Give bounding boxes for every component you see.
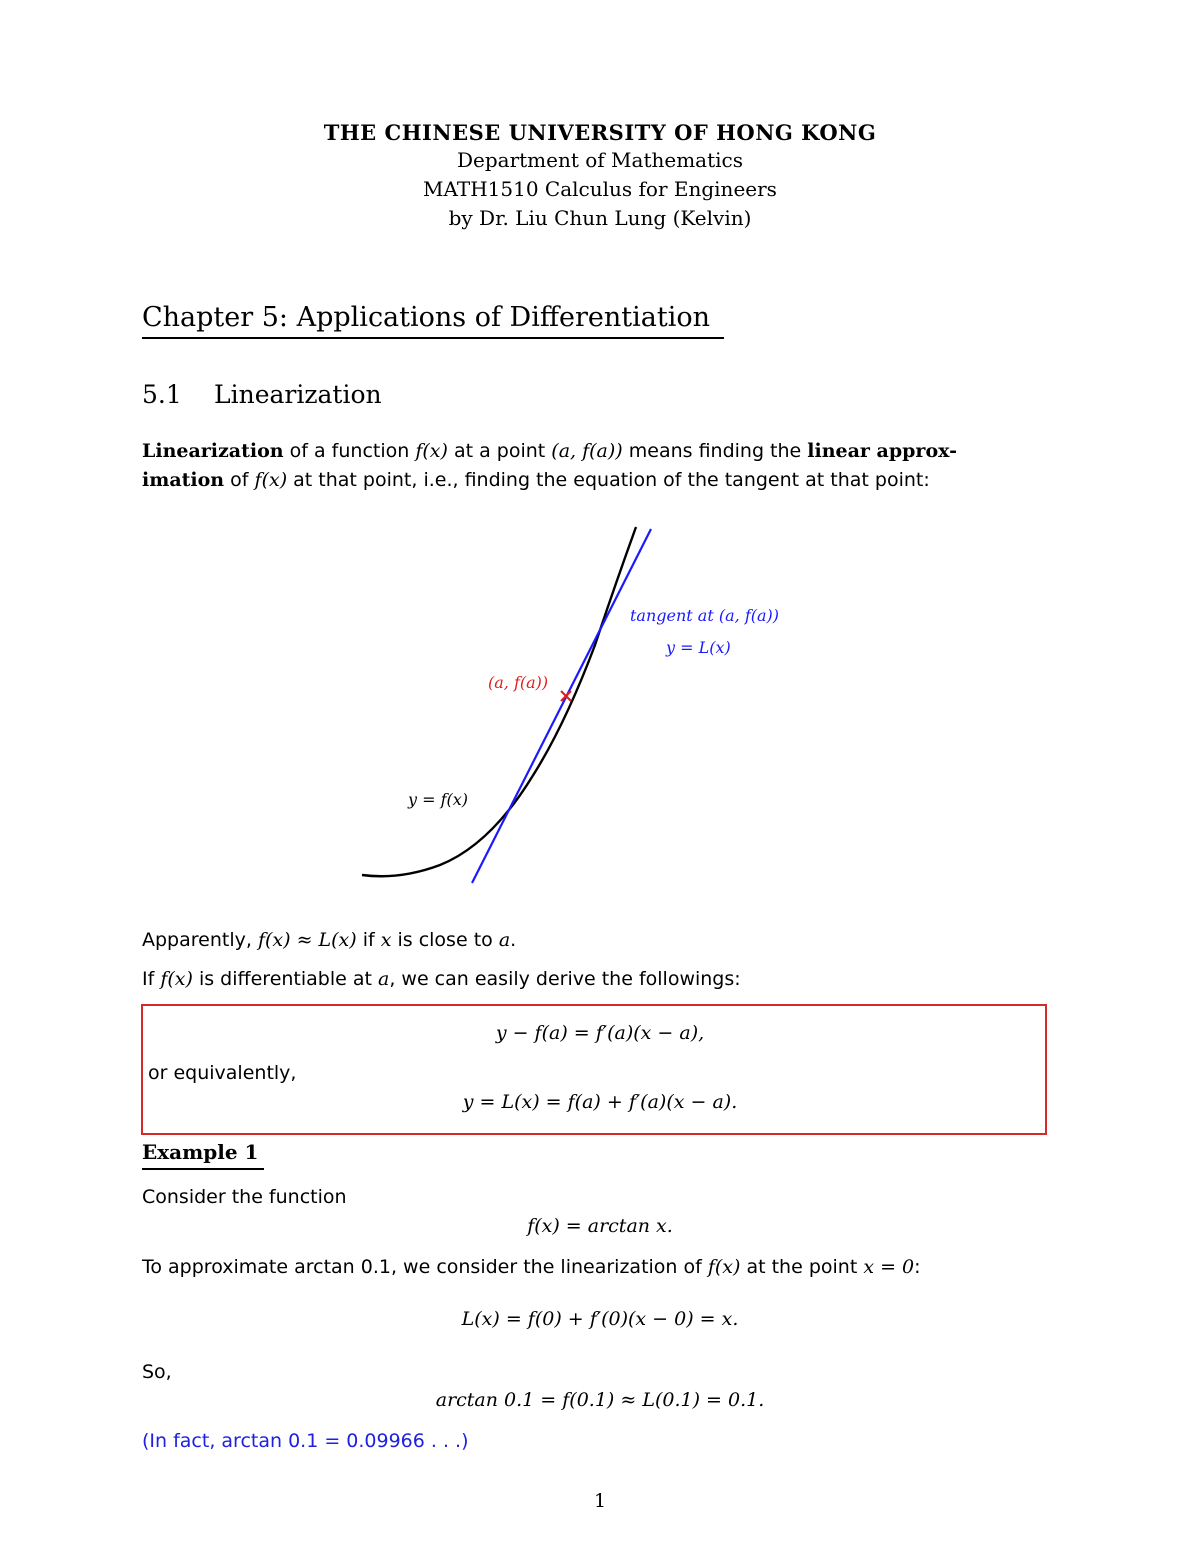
term-linear-approx: linear approx- <box>807 440 957 462</box>
example-underline <box>142 1168 264 1170</box>
math-fx: f(x) <box>415 440 448 462</box>
chapter-title: Chapter 5: Applications of Differentiation <box>142 302 710 333</box>
math-fx: f(x) <box>160 968 193 990</box>
text: is close to <box>391 929 499 951</box>
intro-line-2 <box>142 469 930 491</box>
math-a: a <box>498 929 511 951</box>
linearization-at-zero: L(x) = f(0) + f′(0)(x − 0) = x. <box>461 1308 739 1330</box>
curve-label: y = f(x) <box>408 790 469 809</box>
intro-text: at a point <box>447 440 552 462</box>
math-point: (a, f(a)) <box>551 440 623 462</box>
point-label: (a, f(a)) <box>488 673 549 692</box>
department-name: Department of Mathematics <box>456 148 743 172</box>
intro-text: means finding the <box>622 440 808 462</box>
text: Apparently, <box>142 929 258 951</box>
page-number: 1 <box>593 1490 607 1512</box>
math-point: x = 0 <box>863 1256 915 1278</box>
para-differentiable <box>142 968 741 990</box>
intro-line-1 <box>142 440 957 462</box>
math-fx: f(x) <box>707 1256 741 1278</box>
linearization-figure <box>340 515 820 895</box>
chapter-underline <box>142 337 724 339</box>
example-title: Example 1 <box>142 1140 259 1164</box>
text: If <box>142 968 161 990</box>
tangent-label: tangent at (a, f(a)) <box>630 606 779 625</box>
math-approx: f(x) ≈ L(x) <box>257 929 357 951</box>
university-name: THE CHINESE UNIVERSITY OF HONG KONG <box>323 120 877 145</box>
fact-note: (In fact, arctan 0.1 = 0.09966 . . .) <box>142 1430 469 1452</box>
point-slope-equation: y − f(a) = f′(a)(x − a), <box>495 1022 705 1044</box>
function-curve <box>362 527 636 876</box>
text: . <box>510 929 517 951</box>
or-equivalently: or equivalently, <box>148 1062 297 1084</box>
intro-text: of a function <box>283 440 416 462</box>
text: is differentiable at <box>192 968 378 990</box>
course-title: MATH1510 Calculus for Engineers <box>423 177 777 201</box>
intro-text: of <box>224 469 255 491</box>
section-number: 5.1 <box>142 380 182 409</box>
function-equation: f(x) = arctan x. <box>527 1215 673 1237</box>
result-equation: arctan 0.1 = f(0.1) ≈ L(0.1) = 0.1. <box>435 1389 765 1411</box>
linearization-equation: y = L(x) = f(a) + f′(a)(x − a). <box>462 1091 738 1113</box>
text: , we can easily derive the followings: <box>389 968 741 990</box>
intro-text: at that point, i.e., finding the equation of the tangent at that point: <box>287 469 930 491</box>
para-apparently <box>142 929 516 951</box>
math-fx: f(x) <box>254 469 288 491</box>
math-a: a <box>378 968 390 990</box>
tangent-line <box>472 529 651 883</box>
text: To approximate arctan 0.1, we consider the linearization of <box>142 1256 708 1278</box>
line-label: y = L(x) <box>666 638 731 657</box>
approx-text <box>142 1256 921 1278</box>
consider-text: Consider the function <box>142 1186 347 1208</box>
text: : <box>914 1256 921 1278</box>
section-title: Linearization <box>214 380 382 409</box>
math-x: x <box>380 929 392 951</box>
term-imation: imation <box>142 469 225 491</box>
text: if <box>356 929 381 951</box>
text: at the point <box>740 1256 864 1278</box>
so-text: So, <box>142 1361 172 1383</box>
term-linearization: Linearization <box>142 440 284 462</box>
author-line: by Dr. Liu Chun Lung (Kelvin) <box>448 206 752 230</box>
